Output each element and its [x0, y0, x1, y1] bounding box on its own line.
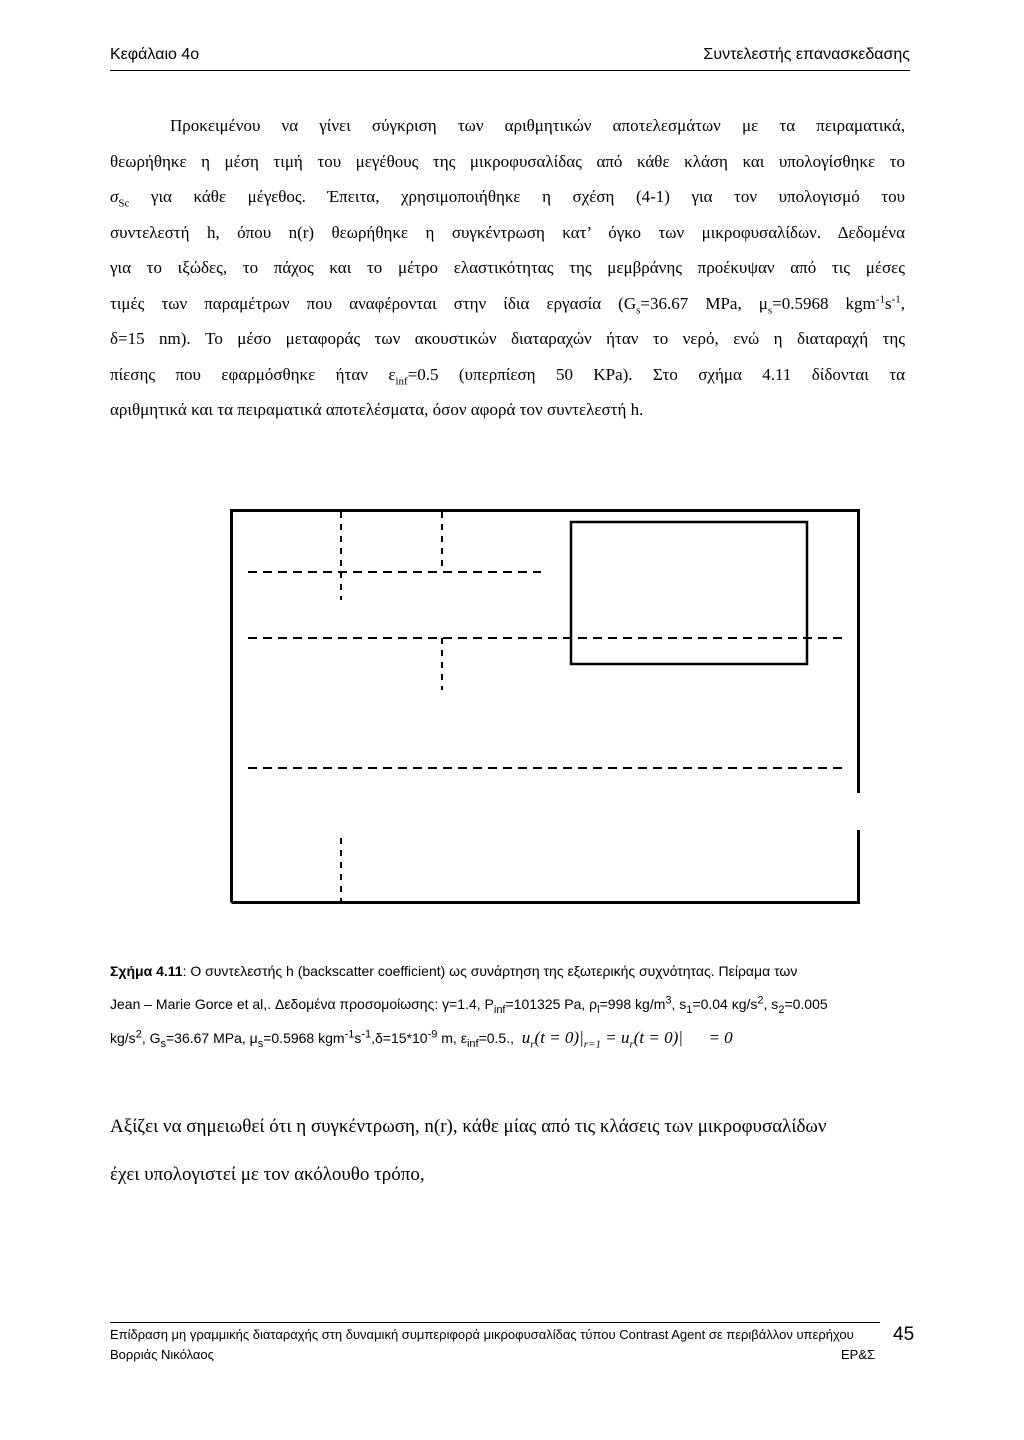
- paragraph-2-line-2: έχει υπολογιστεί με τον ακόλουθο τρόπο,: [110, 1164, 425, 1185]
- paragraph-1-line-2: θεωρήθηκε η μέση τιμή του μεγέθους της μικροφυσαλίδας από κάθε κλάση και υπολογίσθηκε το: [110, 151, 905, 171]
- page-number: 45: [893, 1324, 915, 1345]
- footer-institution: ΕΡ&Σ: [841, 1347, 876, 1362]
- caption-label: Σχήμα 4.11: [110, 963, 183, 979]
- footer-thesis-title: Επίδραση μη γραμμικής διαταραχής στη δυναμική συμπεριφορά μικροφυσαλίδας τύπου Contrast Agent σε περιβάλλον υπερήχου: [110, 1327, 854, 1342]
- caption-line-2: Jean – Marie Gorce et al,. Δεδομένα προσομοίωσης: γ=1.4, $P_{inf}=101325$ Pa, $\rho_l=998$ $kg/m^3$, $s_1=0.04$ $\kappa g/s^2$, $s_2=0.005$: [110, 994, 828, 1016]
- paragraph-1-line-1: Προκειμένου να γίνει σύγκριση των αριθμητικών αποτελεσμάτων με τα πειραματικά,: [170, 116, 905, 135]
- page-footer: [110, 1322, 915, 1377]
- paragraph-1: [110, 108, 905, 428]
- paragraph-1-line-4: συντελεστή h, όπου n(r) θεωρήθηκε η συγκέντρωση κατ’ όγκο των μικροφυσαλίδων. Δεδομένα: [110, 222, 905, 242]
- paragraph-1-line-3: $\sigma_{Sc}$ για κάθε μέγεθος. Έπειτα, χρησιμοποιήθηκε η σχέση (4-1) για τον υπολογισμό του: [110, 187, 905, 210]
- sigma-symbol: σ: [110, 187, 119, 206]
- section-title: Συντελεστής επανασκεδασης: [703, 46, 910, 63]
- paragraph-2-line-1: Αξίζει να σημειωθεί ότι η συγκέντρωση, n(r), κάθε μίας από τις κλάσεις των μικροφυσαλίδων: [110, 1116, 827, 1137]
- figure-4-11: [230, 500, 860, 904]
- paragraph-2: [110, 1103, 910, 1199]
- plot-frame: [232, 511, 859, 903]
- caption-line-3: $kg/s^2$, $G_s=36.67$ MPa, $\mu_s=0.5968$ $kgm^{-1}s^{-1},\delta=15*10^{-9}$ m, $\varepsilon_{inf}=0.5$., $u_r(t = 0)|_{r=1} = u_r(t = 0)|$ = 0: [110, 1028, 733, 1051]
- legend-box: [571, 522, 807, 664]
- paragraph-1-line-6: τιμές των παραμέτρων που αναφέρονται στην ίδια εργασία ($G_s=36.67$ MPa, $\mu_s=0.5968$ $kgm^{-1}s^{-1}$,: [110, 292, 905, 316]
- chapter-label: Κεφάλαιο 4ο: [110, 46, 200, 63]
- figure-caption: [110, 955, 910, 1055]
- caption-line-1: Σχήμα 4.11: Ο συντελεστής h (backscatter coefficient) ως συνάρτηση της εξωτερικής συχνότητας. Πείραμα των: [110, 963, 798, 979]
- paragraph-1-line-8: πίεσης που εφαρμόσθηκε ήταν $\varepsilon_{inf}=0.5$ (υπερπίεση 50 KPa). Στο σχήμα 4.11 δίδονται τα: [110, 364, 905, 387]
- paragraph-1-line-9: αριθμητικά και τα πειραματικά αποτελέσματα, όσον αφορά τον συντελεστή h.: [110, 400, 644, 419]
- boundary-condition-formula: $u_r(t = 0)|_{r=1} = u_r(t = 0)|$ = 0: [521, 1028, 733, 1051]
- footer-author: Βορριάς Νικόλαος: [110, 1347, 214, 1362]
- paragraph-1-line-5: για το ιξώδες, το πάχος και το μέτρο ελαστικότητας της μεμβράνης προέκυψαν από τις μέσες: [110, 258, 905, 277]
- paragraph-1-line-7: δ=15 nm). Το μέσο μεταφοράς των ακουστικών διαταραχών ήταν το νερό, ενώ η διαταραχή της: [110, 329, 905, 348]
- page-header: [110, 46, 910, 71]
- footer-rule: [110, 1322, 880, 1323]
